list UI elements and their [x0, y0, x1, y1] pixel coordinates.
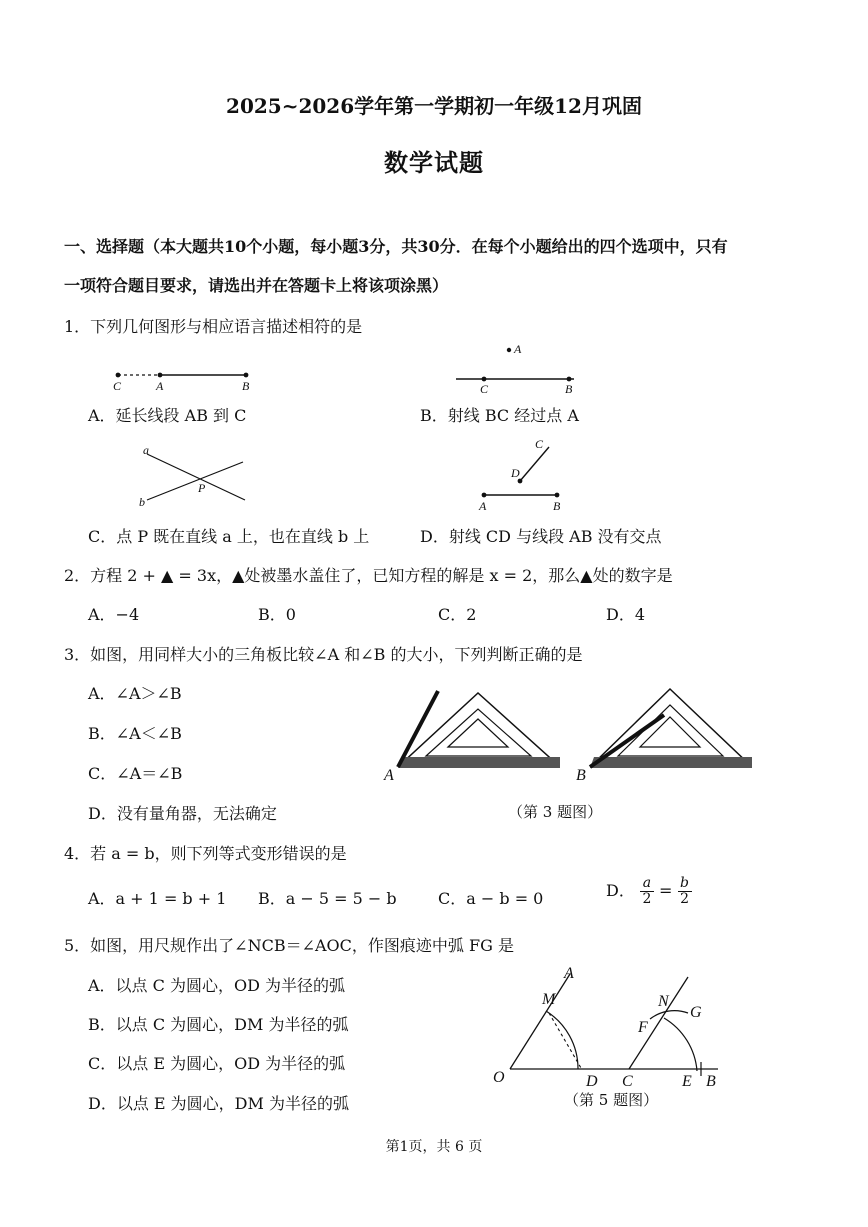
q5-label-g: G — [690, 1004, 702, 1021]
question-3-option-c[interactable]: C．∠A＝∠B — [88, 764, 183, 783]
q1-figure-b — [450, 340, 600, 395]
question-3-option-b[interactable]: B．∠A＜∠B — [88, 724, 182, 743]
q1-figure-a — [110, 365, 260, 395]
page-footer: 第1页，共 6 页 — [385, 1139, 483, 1155]
question-1-option-c[interactable]: C．点 P 既在直线 a 上，也在直线 b 上 — [88, 527, 370, 546]
question-2-option-d[interactable]: D．4 — [606, 605, 646, 624]
q5-label-a: A — [564, 965, 574, 982]
fraction-a-over-2: $\frac{a}{2}$ — [640, 876, 654, 907]
question-1-stem: 1．下列几何图形与相应语言描述相符的是 — [64, 317, 363, 336]
q1a-label-c: C — [113, 379, 122, 393]
question-5-option-b[interactable]: B．以点 C 为圆心，DM 为半径的弧 — [88, 1015, 349, 1034]
question-4-option-b[interactable]: B．a − 5 = 5 − b — [258, 889, 397, 908]
q1d-label-a: A — [479, 499, 487, 513]
question-2-option-c[interactable]: C．2 — [438, 605, 477, 624]
question-1-option-a[interactable]: A．延长线段 AB 到 C — [88, 406, 247, 425]
q1a-label-a: A — [156, 379, 164, 393]
q5-label-c: C — [622, 1073, 633, 1090]
q5-label-f: F — [638, 1019, 648, 1036]
q1-figure-d — [470, 435, 580, 515]
subject-title: 数学试题 — [384, 148, 484, 177]
q1d-label-b: B — [553, 499, 561, 513]
question-5-option-a[interactable]: A．以点 C 为圆心，OD 为半径的弧 — [88, 976, 346, 995]
q1c-label-p: P — [198, 481, 206, 495]
fraction-b-over-2: $\frac{b}{2}$ — [678, 876, 692, 907]
q5-label-o: O — [493, 1069, 505, 1086]
q1d-label-d: D — [511, 466, 520, 480]
question-4-option-d[interactable] — [606, 876, 692, 907]
q1b-label-a: A — [514, 342, 522, 356]
question-2-option-a[interactable]: A．−4 — [88, 605, 140, 624]
q1a-label-b: B — [242, 379, 250, 393]
q5-figure — [488, 962, 728, 1092]
exam-title: 2025~2026学年第一学期初一年级12月巩固 — [226, 94, 642, 118]
q1c-label-a: a — [143, 443, 149, 457]
q1-figure-c — [135, 442, 255, 512]
question-3-option-a[interactable]: A．∠A＞∠B — [88, 684, 182, 703]
q1b-label-c: C — [480, 382, 489, 396]
q3-label-b: B — [576, 767, 586, 784]
q1c-label-b: b — [139, 495, 145, 509]
question-1-option-b[interactable]: B．射线 BC 经过点 A — [420, 406, 579, 425]
question-2-option-b[interactable]: B．0 — [258, 605, 296, 624]
q3-figure — [380, 685, 770, 790]
section-instructions-line2: 一项符合题目要求，请选出并在答题卡上将该项涂黑） — [64, 276, 449, 295]
question-3-figure-caption: （第 3 题图） — [508, 803, 603, 821]
q5-label-b: B — [706, 1073, 716, 1090]
section-instructions-line1: 一、选择题（本大题共10个小题，每小题3分，共30分．在每个小题给出的四个选项中，只有 — [64, 237, 728, 256]
question-5-stem: 5．如图，用尺规作出了∠NCB＝∠AOC，作图痕迹中弧 FG 是 — [64, 936, 514, 955]
question-4-option-c[interactable]: C．a − b = 0 — [438, 889, 544, 908]
question-1-option-d[interactable]: D．射线 CD 与线段 AB 没有交点 — [420, 527, 662, 546]
option-d-label: D． — [606, 881, 635, 900]
question-5-figure-caption: （第 5 题图） — [564, 1091, 659, 1109]
q3-label-a: A — [384, 767, 394, 784]
q5-label-m: M — [542, 991, 556, 1008]
question-2-stem: 2．方程 2 + ▲ = 3x，▲处被墨水盖住了，已知方程的解是 x = 2，那么▲处的数字是 — [64, 566, 673, 585]
question-4-option-a[interactable]: A．a + 1 = b + 1 — [88, 889, 227, 908]
q5-label-d: D — [586, 1073, 598, 1090]
question-4-stem: 4．若 a = b，则下列等式变形错误的是 — [64, 844, 347, 863]
q5-label-e: E — [682, 1073, 692, 1090]
q1b-label-b: B — [565, 382, 573, 396]
question-3-option-d[interactable]: D．没有量角器，无法确定 — [88, 804, 277, 823]
q5-label-n: N — [658, 993, 669, 1010]
question-5-option-c[interactable]: C．以点 E 为圆心，OD 为半径的弧 — [88, 1054, 346, 1073]
equals-sign: = — [659, 881, 673, 900]
q1d-label-c: C — [535, 437, 544, 451]
question-3-stem: 3．如图，用同样大小的三角板比较∠A 和∠B 的大小，下列判断正确的是 — [64, 645, 583, 664]
question-5-option-d[interactable]: D．以点 E 为圆心，DM 为半径的弧 — [88, 1094, 349, 1113]
